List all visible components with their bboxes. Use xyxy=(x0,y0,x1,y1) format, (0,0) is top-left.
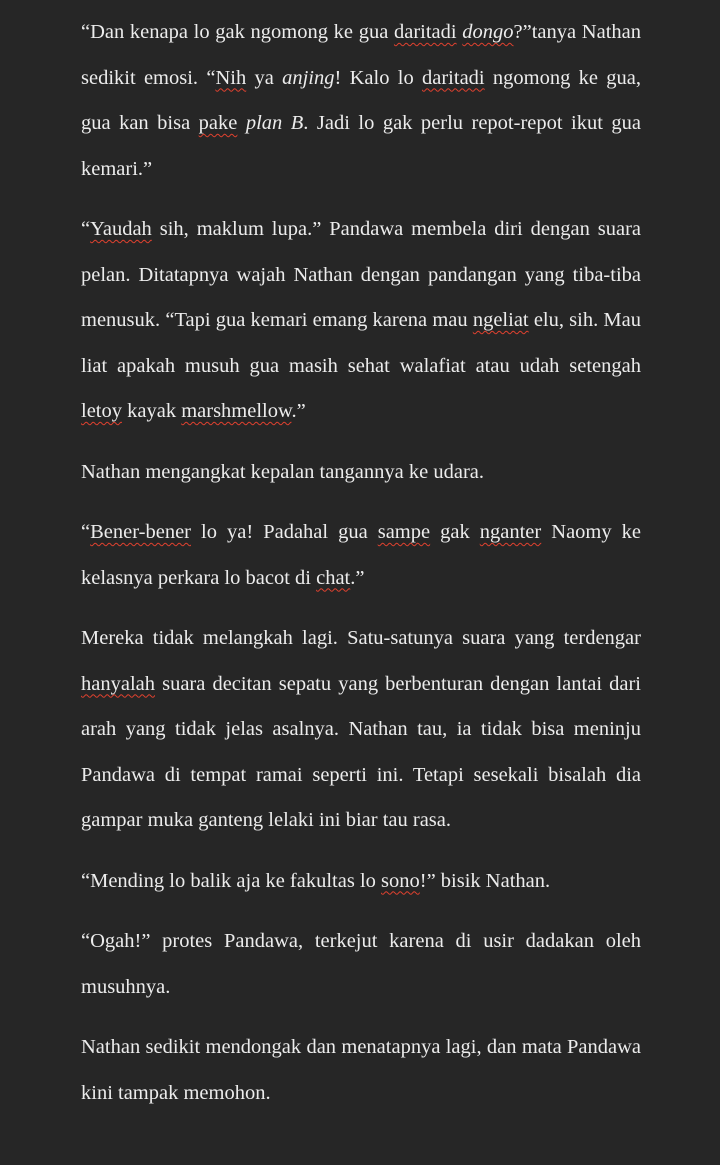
text-run: ngomong ke gua, gua kan bisa xyxy=(81,66,641,134)
text-run: ! Kalo lo xyxy=(334,66,422,89)
text-run: “Dan kenapa lo gak ngomong ke gua xyxy=(81,21,394,43)
spellcheck-word: Yaudah xyxy=(90,218,152,240)
text-run: elu, sih. Mau liat apakah musuh gua masih sehat walafiat atau udah setengah xyxy=(81,309,642,377)
spellcheck-word: pake xyxy=(198,112,238,134)
text-run: !” bisik Nathan. xyxy=(419,869,551,892)
spellcheck-word: hanyalah xyxy=(81,672,155,695)
spellcheck-word: daritadi xyxy=(393,21,457,43)
text-run: “ xyxy=(81,218,91,240)
spellcheck-word: sono xyxy=(381,869,420,892)
text-run: Naomy ke kelasnya perkara lo bacot di xyxy=(81,521,641,589)
text-run: suara decitan sepatu yang berbenturan dengan lantai dari arah yang tidak jelas asalnya. Nathan tau, ia tidak bisa meninju Pandawa di tempat ramai seperti ini. Tetapi sesekali bisalah dia gampar muka ganteng lelaki ini biar tau rasa. xyxy=(81,672,641,831)
paragraph-7 xyxy=(81,919,641,1010)
spellcheck-word: Bener-bener xyxy=(90,521,191,543)
spellcheck-word: dongo xyxy=(462,21,514,43)
text-run: gak xyxy=(430,521,480,543)
text-run: kayak xyxy=(122,400,182,422)
spellcheck-word: Nih xyxy=(215,66,247,89)
italic-text: plan B xyxy=(245,112,304,134)
spellcheck-word: sampe xyxy=(377,521,431,543)
text-run: .” xyxy=(291,400,306,422)
text-run: Nathan sedikit mendongak dan menatapnya lagi, dan mata Pandawa kini tampak memohon. xyxy=(81,1036,641,1104)
paragraph-5 xyxy=(81,616,641,844)
text-run: ?”tanya Nathan sedikit emosi. “ xyxy=(81,21,641,89)
paragraph-2 xyxy=(81,207,641,435)
text-run xyxy=(237,112,245,134)
spellcheck-word: ngeliat xyxy=(472,309,529,331)
spellcheck-word: marshmellow xyxy=(181,400,292,422)
text-run: sih, maklum lupa.” Pandawa membela diri dengan suara pelan. Ditatapnya wajah Nathan dengan pandangan yang tiba-tiba menusuk. “Tapi gua kemari emang karena mau xyxy=(81,218,641,331)
spellcheck-word: chat xyxy=(316,566,351,589)
spellcheck-word: daritadi xyxy=(422,66,485,89)
text-run: Mereka tidak melangkah lagi. Satu-satunya suara yang terdengar xyxy=(81,627,641,649)
spellcheck-word: letoy xyxy=(81,400,122,422)
paragraph-6 xyxy=(81,859,641,905)
paragraph-4 xyxy=(81,510,641,601)
text-run: .” xyxy=(350,566,365,589)
paragraph-8 xyxy=(81,1025,641,1116)
text-run: . Jadi lo gak perlu repot-repot ikut gua kemari.” xyxy=(81,112,642,180)
text-run: “Mending lo balik aja ke fakultas lo xyxy=(81,869,382,892)
italic-text: anjing xyxy=(282,66,335,89)
spellcheck-word: nganter xyxy=(479,521,542,543)
text-run: Nathan mengangkat kepalan tangannya ke udara. xyxy=(81,460,484,483)
text-run: “ xyxy=(81,521,91,543)
text-run: lo ya! Padahal gua xyxy=(191,521,378,543)
text-run: ya xyxy=(246,66,283,89)
paragraph-1 xyxy=(81,10,641,192)
text-run: “Ogah!” protes Pandawa, terkejut karena di usir dadakan oleh musuhnya. xyxy=(81,930,641,998)
paragraph-3 xyxy=(81,450,641,496)
document-body xyxy=(81,10,641,1131)
